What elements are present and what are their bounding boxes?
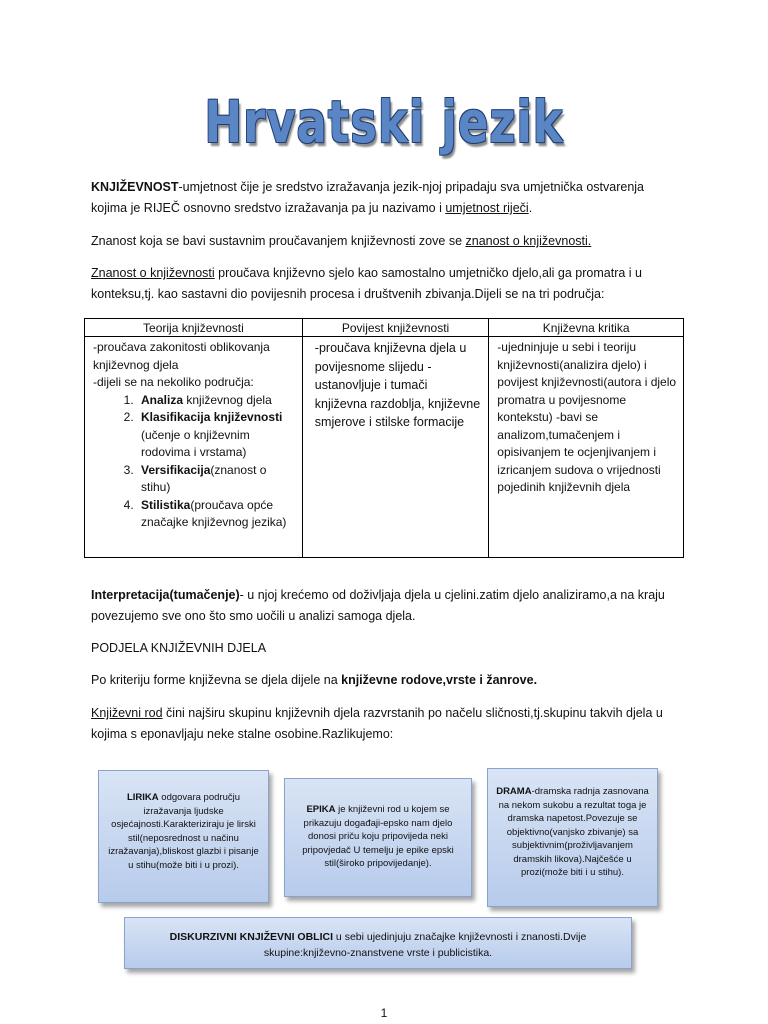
table-cell-teorija	[85, 337, 303, 558]
item-term: Versifikacija	[141, 462, 211, 477]
cell-line: -dijeli se na nekoliko područja:	[93, 375, 254, 389]
paragraph-interpretacija	[91, 585, 681, 627]
paragraph-znanost-o-knjizevnosti	[91, 263, 681, 305]
paragraph-end: .	[528, 201, 533, 215]
paragraph-text: - u njoj krećemo od doživljaja djela u cjelini.zatim djelo analiziramo,a na kraju povezujemo sve ono što smo uočili u analizi samoga djela.	[91, 588, 665, 623]
item-term: Analiza	[141, 392, 184, 407]
table-header: Povijest književnosti	[302, 319, 489, 337]
box-lirika	[98, 770, 269, 903]
underlined-term: znanost o književnosti.	[465, 234, 592, 248]
table-header: Teorija književnosti	[85, 319, 303, 337]
underlined-term: Književni rod	[91, 706, 163, 720]
item-term: Klasifikacija književnosti	[141, 410, 283, 424]
paragraph-text: -umjetnost čije je sredstvo izražavanja jezik-njoj pripadaju sva umjetnička ostvarenja kojima je RIJEČ osnovno sredstvo izražavanja pa ju nazivamo i	[91, 180, 645, 215]
page-title: Hrvatski jezik	[204, 88, 564, 156]
box-title: LIRIKA	[126, 792, 159, 803]
item-text: književnog djela	[183, 392, 272, 407]
item-text: (znanost o stihu)	[141, 462, 267, 494]
table-cell-kritika: -ujedninjuje u sebi i teoriju književnosti(analizira djelo) i povijest književnosti(autora i djelo promatra u povijesnome kontekstu) -bavi se analizom,tumačenjem i opisivanjem te ocjenjivanjem i izricanjem sudova o vrijednosti pojedinih književnih djela	[489, 337, 684, 558]
term-knjizevnost: KNJIŽEVNOST	[91, 180, 179, 194]
box-drama	[487, 768, 658, 907]
table-header: Književna kritika	[489, 319, 684, 337]
item-term: Stilistika	[141, 497, 191, 512]
subfield-list	[93, 392, 296, 532]
paragraph-text: Znanost koja se bavi sustavnim proučavanjem književnosti zove se	[91, 234, 466, 248]
box-title: DRAMA	[496, 786, 532, 797]
box-epika	[284, 778, 472, 897]
underlined-term: Znanost o književnosti	[91, 266, 215, 280]
list-item	[137, 462, 296, 497]
list-item	[137, 497, 296, 532]
box-text: je književni rod u kojem se prikazuju događaji-epsko nam djelo donosi priču koju pripovijeda neki pripovjedač U temelju je epike epski stil(široko pripovijedanje).	[302, 804, 454, 869]
paragraph-znanost	[91, 231, 681, 252]
paragraph-text: proučava književno sjelo kao samostalno umjetničko djelo,ali ga promatra i u konteksu,tj. kao sastavni dio povijesnih procesa i društvenih zbivanja.Dijeli se na tri područja:	[91, 266, 642, 301]
list-item	[137, 392, 296, 410]
box-diskurzivni	[124, 917, 632, 969]
item-text: (učenje o književnim rodovima i vrstama)	[141, 427, 250, 459]
paragraph-knjizevni-rod	[91, 703, 681, 745]
item-text: (proučava opće značajke književnog jezika)	[141, 497, 287, 529]
box-title: EPIKA	[306, 804, 336, 815]
underlined-term: umjetnost riječi	[445, 201, 529, 215]
list-item	[137, 409, 296, 462]
table-header-row	[85, 319, 684, 337]
paragraph-text: čini najširu skupinu književnih djela razvrstanih po načelu sličnosti,tj.skupinu takvih djela u kojima s eponavljaju neke stalne osobine.Razlikujemo:	[91, 706, 663, 741]
paragraph-podjela	[91, 670, 681, 691]
literature-table	[84, 318, 684, 558]
paragraph-text: Po kriteriju forme književna se djela dijele na	[91, 673, 342, 687]
table-cell-povijest: -proučava književna djela u povijesnome slijedu -ustanovljuje i tumači književna razdoblja, književne smjerove i stilske formacije	[302, 337, 489, 558]
paragraph-knjizevnost	[91, 177, 681, 219]
box-text: odgovara području izražavanja ljudske osjećajnosti.Karakteriziraju je lirski stil(neposrednost u načinu izražavanja),bliskost glazbi i pisanje u stihu(može biti i u prozi).	[108, 792, 259, 871]
box-text: -dramska radnja zasnovana na nekom sukobu a rezultat toga je dramska napetost.Povezuje se objektivno(vanjsko zbivanje) sa subjektivnim(proživljavanjem dramskih likova).Najčešće u prozi(može biti i u stihu).	[498, 786, 649, 878]
page-number: 1	[380, 1006, 388, 1020]
box-text: u sebi ujedinjuju značajke književnosti i znanosti.Dvije skupine:književno-znanstvene vrste i publicistika.	[263, 931, 587, 959]
bold-term: književne rodove,vrste i žanrove.	[341, 673, 538, 687]
term-interpretacija: Interpretacija(tumačenje)	[91, 588, 240, 602]
section-heading: PODJELA KNJIŽEVNIH DJELA	[91, 641, 267, 655]
box-title: DISKURZIVNI KNJIŽEVNI OBLICI	[169, 931, 334, 943]
table-row	[85, 337, 684, 558]
cell-line: -proučava zakonitosti oblikovanja književnog djela	[93, 340, 270, 372]
